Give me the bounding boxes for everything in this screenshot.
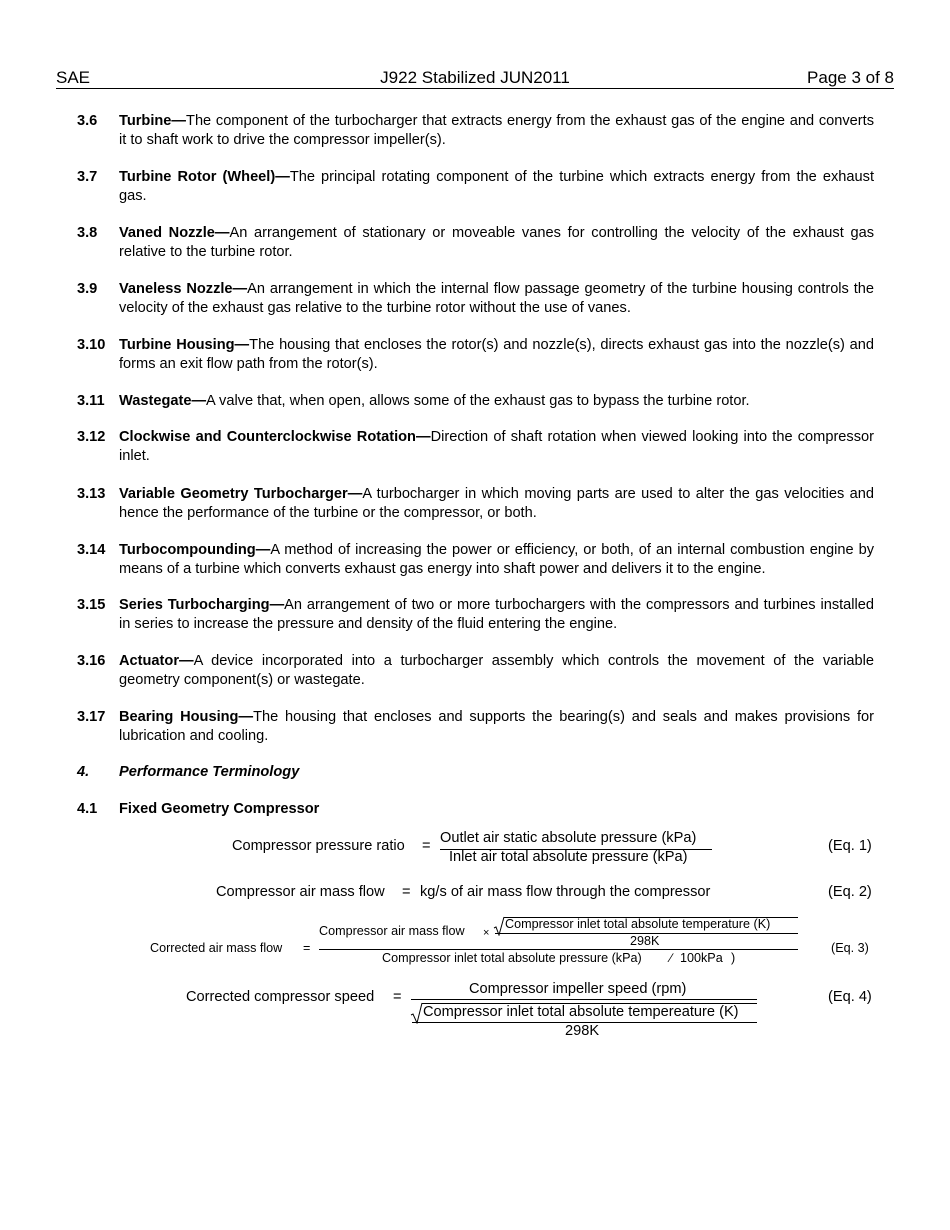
- eq1-label: (Eq. 1): [828, 838, 872, 854]
- eq3-sqrt-numerator: Compressor inlet total absolute temperature (K): [505, 917, 771, 931]
- definition-term: Variable Geometry Turbocharger—: [119, 486, 363, 502]
- definition-3-9: [77, 280, 874, 317]
- definition-text: The housing that encloses the rotor(s) and nozzle(s), directs exhaust gas into the nozzle(s) and forms an exit flow path from the rotor(s).: [119, 337, 874, 372]
- definition-3-6: [77, 112, 874, 149]
- page-header: [56, 68, 894, 89]
- definition-term: Bearing Housing—: [119, 709, 254, 725]
- eq2-lhs: Compressor air mass flow: [216, 884, 385, 900]
- subsection-number: 4.1: [77, 801, 98, 817]
- definition-3-15: [77, 596, 874, 633]
- definition-number: 3.6: [77, 113, 98, 129]
- eq2-label: (Eq. 2): [828, 884, 872, 900]
- eq4-equals: =: [393, 989, 402, 1005]
- definition-3-10: [77, 336, 874, 373]
- subsection-title: Fixed Geometry Compressor: [119, 801, 320, 817]
- definition-term: Turbocompounding—: [119, 542, 271, 558]
- definition-number: 3.12: [77, 429, 106, 445]
- eq3-times: ×: [483, 927, 490, 939]
- eq3-denominator-right: 100kPa: [680, 951, 723, 965]
- definition-3-8: [77, 224, 874, 261]
- definition-term: Clockwise and Counterclockwise Rotation—: [119, 429, 431, 445]
- definition-number: 3.11: [77, 393, 105, 409]
- definition-term: Turbine—: [119, 113, 187, 129]
- definition-3-17: [77, 708, 874, 745]
- eq1-equals: =: [422, 838, 431, 854]
- definition-text: An arrangement in which the internal flow passage geometry of the turbine housing controls the velocity of the exhaust gas relative to the turbine rotor without the use of vanes.: [119, 281, 874, 316]
- eq3-close-paren: ): [731, 951, 736, 965]
- definition-number: 3.10: [77, 337, 106, 353]
- definition-text: A turbocharger in which moving parts are used to alter the gas velocities and hence the performance of the turbine or the compressor, or both.: [119, 486, 875, 521]
- definition-text: The component of the turbocharger that extracts energy from the exhaust gas of the engine and converts it to shaft work to drive the compressor impeller(s).: [119, 113, 874, 148]
- eq4-sqrt-numerator: Compressor inlet total absolute tempereature (K): [423, 1004, 739, 1020]
- eq3-denominator-left: Compressor inlet total absolute pressure (kPa): [382, 951, 642, 965]
- eq4-sqrt-denominator: 298K: [565, 1023, 600, 1039]
- definition-3-16: [77, 652, 874, 689]
- definition-text: An arrangement of stationary or moveable vanes for controlling the velocity of the exhaust gas relative to the turbine rotor.: [119, 225, 874, 260]
- eq1-denominator: Inlet air total absolute pressure (kPa): [449, 849, 688, 865]
- definition-number: 3.8: [77, 225, 98, 241]
- definition-text: The housing that encloses and supports the bearing(s) and seals and makes provisions for lubrication and cooling.: [119, 709, 874, 744]
- definition-term: Actuator—: [119, 653, 194, 669]
- eq3-numerator-left: Compressor air mass flow: [319, 924, 465, 938]
- definition-term: Vaneless Nozzle—: [119, 281, 248, 297]
- definition-number: 3.7: [77, 169, 98, 185]
- definition-text: A method of increasing the power or efficiency, or both, of an internal combustion engine by means of a turbine which converts exhaust gas energy into shaft power and delivers it to the engine.: [119, 542, 874, 577]
- eq2-equals: =: [402, 884, 411, 900]
- definition-term: Wastegate—: [119, 393, 207, 409]
- definition-number: 3.16: [77, 653, 106, 669]
- header-page-number: Page 3 of 8: [807, 68, 894, 87]
- eq1-numerator: Outlet air static absolute pressure (kPa): [440, 830, 697, 846]
- eq3-lhs: Corrected air mass flow: [150, 941, 283, 955]
- definition-term: Turbine Housing—: [119, 337, 250, 353]
- definition-text: A valve that, when open, allows some of the exhaust gas to bypass the turbine rotor.: [206, 393, 750, 409]
- definition-number: 3.13: [77, 486, 106, 502]
- definition-3-13: [77, 485, 874, 522]
- definition-number: 3.17: [77, 709, 106, 725]
- eq4-lhs: Corrected compressor speed: [186, 989, 375, 1005]
- eq3-sqrt-denominator: 298K: [630, 934, 660, 948]
- section-number: 4.: [77, 764, 90, 780]
- header-doc-id: J922 Stabilized JUN2011: [380, 68, 570, 87]
- definition-number: 3.15: [77, 597, 106, 613]
- definition-3-7: [77, 168, 874, 205]
- eq4-label: (Eq. 4): [828, 989, 872, 1005]
- definition-term: Turbine Rotor (Wheel)—: [119, 169, 290, 185]
- eq4-fraction-bar: [411, 999, 757, 1000]
- eq1-lhs: Compressor pressure ratio: [232, 838, 405, 854]
- eq3-label: (Eq. 3): [831, 941, 869, 955]
- definition-text: The principal rotating component of the turbine which extracts energy from the exhaust gas.: [119, 169, 874, 204]
- definition-term: Vaned Nozzle—: [119, 225, 230, 241]
- definition-number: 3.14: [77, 542, 106, 558]
- eq3-equals: =: [303, 941, 311, 955]
- eq3-slash: ∕: [670, 951, 673, 965]
- eq4-numerator: Compressor impeller speed (rpm): [469, 981, 687, 997]
- definition-3-12: [77, 428, 874, 465]
- definition-3-14: [77, 541, 874, 578]
- definition-term: Series Turbocharging—: [119, 597, 285, 613]
- definition-text: Direction of shaft rotation when viewed looking into the compressor inlet.: [119, 429, 874, 464]
- eq2-rhs: kg/s of air mass flow through the compressor: [420, 884, 711, 900]
- definition-number: 3.9: [77, 281, 98, 297]
- definition-3-11: [77, 392, 874, 411]
- definition-text: A device incorporated into a turbocharger assembly which controls the movement of the variable geometry component(s) or wastegate.: [119, 653, 874, 688]
- header-org: SAE: [56, 68, 91, 87]
- definition-text: An arrangement of two or more turbochargers with the compressors and turbines installed in series to increase the pressure and density of the fluid entering the engine.: [119, 597, 875, 632]
- section-title: Performance Terminology: [119, 764, 300, 780]
